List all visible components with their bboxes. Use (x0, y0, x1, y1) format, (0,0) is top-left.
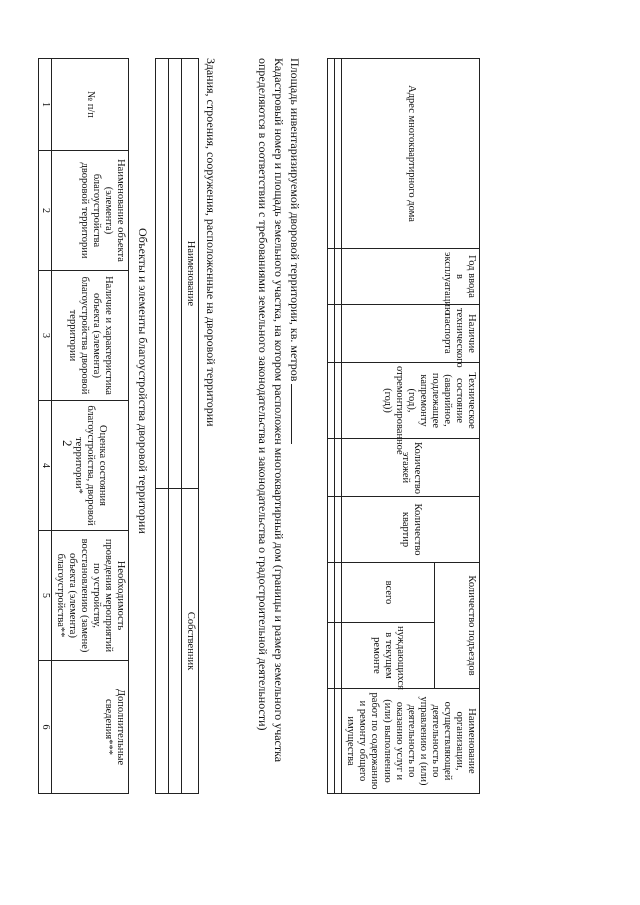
col-entrances: Количество подъездов (435, 563, 480, 689)
objects-numbers-row (39, 59, 52, 794)
buildings-row-blank (155, 59, 168, 794)
col-condition: Техническое состояние (аварийное, подлежащее капремонту (год), отремонтированное (год)) (342, 363, 480, 439)
objects-col-number: № п/п (51, 59, 128, 151)
objects-col-presence: Наличие и характеристика объекта (элемента) благоустройства дворовой территории (51, 271, 128, 401)
col-organization: Наименование организации, осуществляющей деятельность по управлению и (или) деятельность по оказанию услуг и (или) выполнению работ по содержанию и ремонту общего имущества (342, 689, 480, 794)
rotated-document (40, 58, 480, 793)
column-number: 5 (39, 531, 52, 661)
buildings-col-owner: Собственник (181, 489, 198, 794)
column-number: 3 (39, 271, 52, 401)
area-line: Площадь инвентаризируемой дворовой территории, кв. метров (286, 58, 302, 793)
buildings-title: Здания, строения, сооружения, расположенные на дворовой территории (204, 58, 218, 427)
buildings-table (155, 58, 199, 794)
column-number: 6 (39, 661, 52, 794)
col-floors: Количество этажей (342, 439, 480, 497)
objects-col-assessment: Оценка состояния благоустройства, дворовой территории* (51, 401, 128, 531)
col-flats: Количество квартир (342, 497, 480, 563)
house-table (327, 58, 480, 794)
objects-col-name: Наименование объекта (элемента) благоустройства дворовой территории (51, 151, 128, 271)
col-address: Адрес многоквартирного дома (342, 59, 480, 249)
page-number: 2 (60, 440, 75, 447)
col-entrances-repair: нуждающихся в текущем ремонте (342, 623, 435, 689)
house-row-blank (335, 59, 342, 794)
house-row-blank (328, 59, 335, 794)
column-number: 4 (39, 401, 52, 531)
objects-title: Объекты и элементы благоустройства дворовой территории (136, 228, 150, 534)
buildings-col-name: Наименование (181, 59, 198, 489)
col-passport: Наличие технического паспорта (342, 305, 480, 363)
column-number: 1 (39, 59, 52, 151)
buildings-row-blank (168, 59, 181, 794)
objects-col-necessity: Необходимость проведения мероприятий по устройству, восстановлению (замене) объекта (элемента) благоустройства** (51, 531, 128, 661)
column-number: 2 (39, 151, 52, 271)
objects-table (38, 58, 129, 794)
col-year: Год ввода в эксплуатацию (342, 249, 480, 305)
objects-col-extra: Дополнительные сведения*** (51, 661, 128, 794)
col-entrances-total: всего (342, 563, 435, 623)
cadastre-line: Кадастровый номер и площадь земельного участка, на котором расположен многоквартирный дом (границы и размер земельного участка определяются в соответствии с требованиями земельного законодательства и законодательства о градостроительной деятельности) (256, 58, 286, 763)
